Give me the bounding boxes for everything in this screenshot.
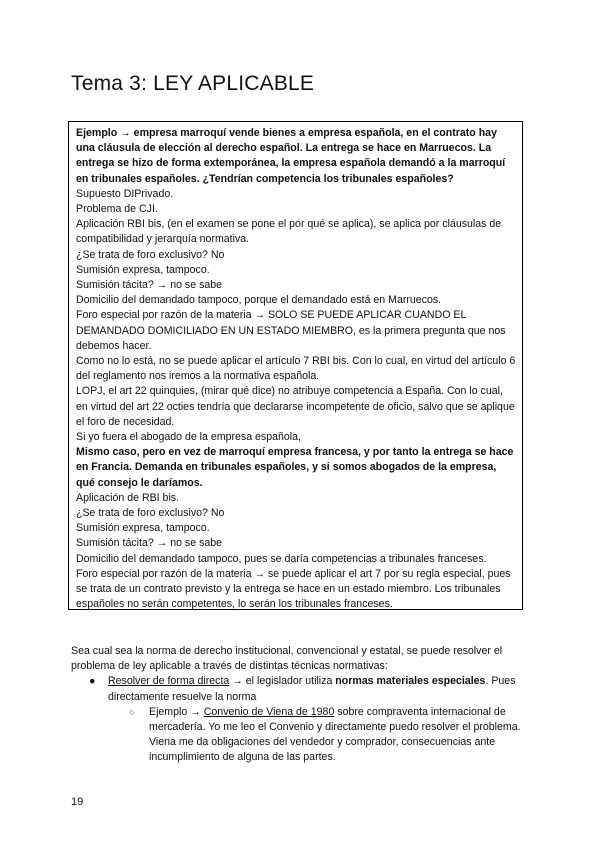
box-paragraph: Sumisión tácita? → no se sabe: [76, 537, 223, 550]
list-item: [71, 674, 531, 765]
hollow-bullet-icon: ○: [129, 706, 135, 717]
box-paragraph: Aplicación RBI bis, (en el examen se pone el por qué se aplica), se aplica por cláusulas de compatibilidad y jerarquía normativa.: [76, 218, 502, 246]
bullet-text-middle: → el legislador utiliza: [229, 675, 336, 688]
intro-paragraph: Sea cual sea la norma de derecho institucional, convencional y estatal, se puede resolver el problema de ley aplicable a través de distintas técnicas normativas:: [71, 645, 503, 673]
box-paragraph: Aplicación de RBI bis.: [76, 491, 180, 504]
page-number: 19: [71, 796, 84, 808]
body-section: [71, 644, 531, 766]
direct-resolution-link[interactable]: Resolver de forma directa: [108, 675, 230, 688]
example-box: [68, 121, 523, 610]
box-paragraph: Domicilio del demandado tampoco, pues se daría competencias a tribunales franceses.: [76, 552, 487, 565]
box-paragraph: Sumisión expresa, tampoco.: [76, 522, 210, 535]
bullet-text-strong: normas materiales especiales: [335, 675, 486, 688]
box-paragraph: Sumisión tácita? → no se sabe: [76, 279, 223, 292]
sub-list: [108, 705, 531, 766]
box-paragraph: LOPJ, el art 22 quinquies, (mirar qué dice) no atribuye competencia a España. Con lo cual, en virtud del art 22 octies tendría que declararse incompetente de oficio, salvo que se aplique el foro de necesidad.: [76, 385, 515, 428]
box-paragraph: Problema de CJI.: [76, 203, 158, 216]
box-paragraph: Si yo fuera el abogado de la empresa española,: [76, 431, 301, 444]
box-paragraph: Foro especial por razón de la materia → SOLO SE PUEDE APLICAR CUANDO EL DEMANDADO DOMICILIADO EN UN ESTADO MIEMBRO, es la primera pregunta que nos debemos hacer.: [76, 309, 506, 352]
box-paragraph: Sumisión expresa, tampoco.: [76, 263, 210, 276]
box-paragraph: ¿Se trata de foro exclusivo? No: [76, 507, 225, 520]
box-paragraph: Como no lo está, no se puede aplicar el artículo 7 RBI bis. Con lo cual, en virtud del artículo 6 del reglamento nos iremos a la normativa española.: [76, 355, 516, 383]
sub-text-end: sobre compraventa internacional de mercadería. Yo me leo el Convenio y directamente puedo resolver el problema. Viena me da obligaciones del vendedor y comprador, consecuencias ante incumplimiento de alguna de las partes.: [149, 705, 521, 764]
box-paragraph: Ejemplo → empresa marroquí vende bienes a empresa española, en el contrato hay una cláusula de elección al derecho español. La entrega se hace en Marruecos. La entrega se hizo de forma extemporánea, la empresa española demandó a la marroquí en tribunales españoles. ¿Tendrían competencia los tribunales españoles?: [76, 127, 506, 185]
page-title: Tema 3: LEY APLICABLE: [71, 72, 315, 95]
bullet-text-end: . Pues directamente resuelve la norma: [108, 675, 516, 703]
techniques-list: [71, 674, 531, 765]
box-paragraph: Foro especial por razón de la materia → se puede aplicar el art 7 por su regla especial, pues se trata de un contrato previsto y la entrega se hace en un estado miembro. Los tribunales españoles no serán competentes, lo serán los tribunales franceses.: [76, 567, 511, 611]
list-item: [113, 705, 531, 766]
vienna-convention-link[interactable]: Convenio de Viena de 1980: [203, 705, 335, 718]
box-paragraph: Mismo caso, pero en vez de marroquí empresa francesa, y por tanto la entrega se hace en Francia. Demanda en tribunales españoles, y si somos abogados de la empresa, qué consejo le daríamos.: [76, 446, 514, 489]
filled-bullet-icon: ●: [89, 675, 96, 688]
sub-text-start: Ejemplo →: [149, 705, 204, 718]
box-paragraph: Supuesto DIPrivado.: [76, 187, 174, 200]
box-paragraph: Domicilio del demandado tampoco, porque el demandado está en Marruecos.: [76, 294, 442, 307]
box-paragraph: ¿Se trata de foro exclusivo? No: [76, 248, 225, 261]
